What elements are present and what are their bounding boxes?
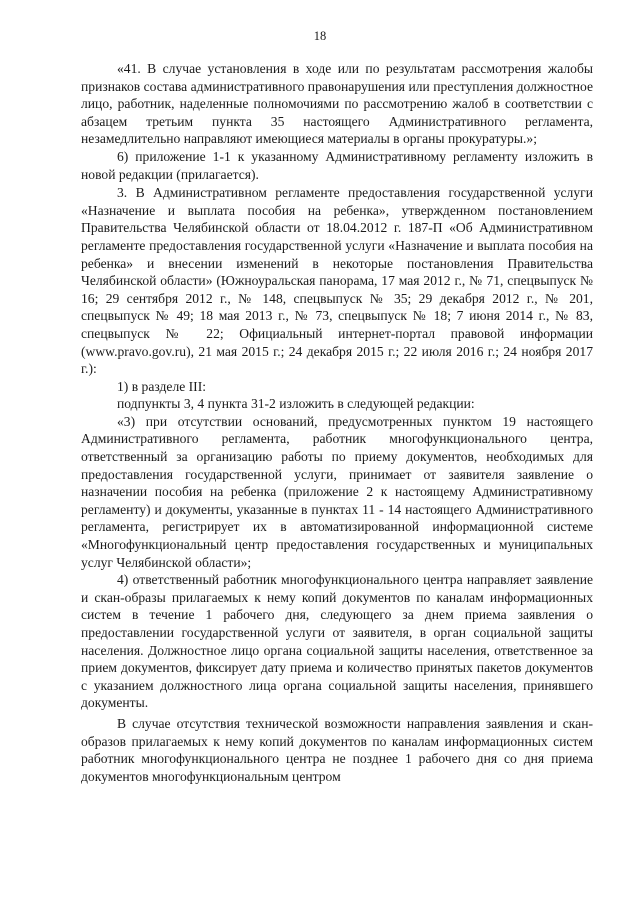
paragraph-appendix-1-1: 6) приложение 1-1 к указанному Административному регламенту изложить в новой редакции (прилагается). <box>81 148 593 182</box>
paragraph-section-3: 3. В Административном регламенте предоставления государственной услуги «Назначение и выплата пособия на ребенка», утвержденном постановлением Правительства Челябинской области от 18.04.2012 г. 187-П «Об Административном регламенте предоставления государственной услуги «Назначение и выплата пособия на ребенка» и внесении изменений в некоторые постановления Правительства Челябинской области» (Южноуральская панорама, 17 мая 2012 г., № 71, спецвыпуск № 16; 29 сентября 2012 г., № 148, спецвыпуск № 35; 29 декабря 2012 г., № 201, спецвыпуск № 49; 18 мая 2013 г., № 73, спецвыпуск № 18; 7 июня 2014 г., № 83, спецвыпуск № 22; Официальный интернет-портал правовой информации (www.pravo.gov.ru), 21 мая 2015 г.; 24 декабря 2015 г.; 22 июля 2016 г.; 24 ноября 2017 г.): <box>81 185 593 377</box>
paragraph-subitems-intro: подпункты 3, 4 пункта 31-2 изложить в следующей редакции: <box>117 396 475 412</box>
paragraph-subitem-3: «3) при отсутствии оснований, предусмотренных пунктом 19 настоящего Административного регламента, работник многофункционального центра, ответственный за организацию работы по приему документов, необходимых для предоставления государственной услуги, принимает от заявителя заявление о назначении пособия на ребенка (приложение 2 к настоящему Административному регламенту) и документы, указанные в пунктах 11 - 14 настоящего Административного регламента, регистрирует их в автоматизированной информационной системе «Многофункциональный центр предоставления государственных и муниципальных услуг Челябинской области»; <box>81 413 593 570</box>
paragraph-41-complaint: «41. В случае установления в ходе или по результатам рассмотрения жалобы признаков состава административного правонарушения или преступления должностное лицо, работник, наделенные полномочиями по рассмотрению жалоб в соответствии с абзацем третьим пункта 35 настоящего Административного регламента, незамедлительно направляют имеющиеся материалы в органы прокуратуры.»; <box>81 61 593 147</box>
paragraph-section-iii: 1) в разделе III: <box>117 378 207 394</box>
paragraph-no-technical-means: В случае отсутствия технической возможности направления заявления и скан-образов прилагаемых к нему копий документов по каналам информационных систем работник многофункционального центра не позднее 1 рабочего дня со дня приема документов многофункциональным центром <box>81 715 593 784</box>
page-number: 18 <box>313 29 327 43</box>
document-body <box>81 60 593 785</box>
paragraph-subitem-4: 4) ответственный работник многофункционального центра направляет заявление и скан-образы прилагаемых к нему копий документов по каналам информационных систем в течение 1 рабочего дня, следующего за днем приема заявления о предоставлении государственной услуги от заявителя, в орган социальной защиты населения. Должностное лицо органа социальной защиты населения, ответственное за прием документов, фиксирует дату приема и количество принятых пакетов документов с указанием должностного лица органа социальной защиты населения, принявшего документы. <box>81 572 593 711</box>
